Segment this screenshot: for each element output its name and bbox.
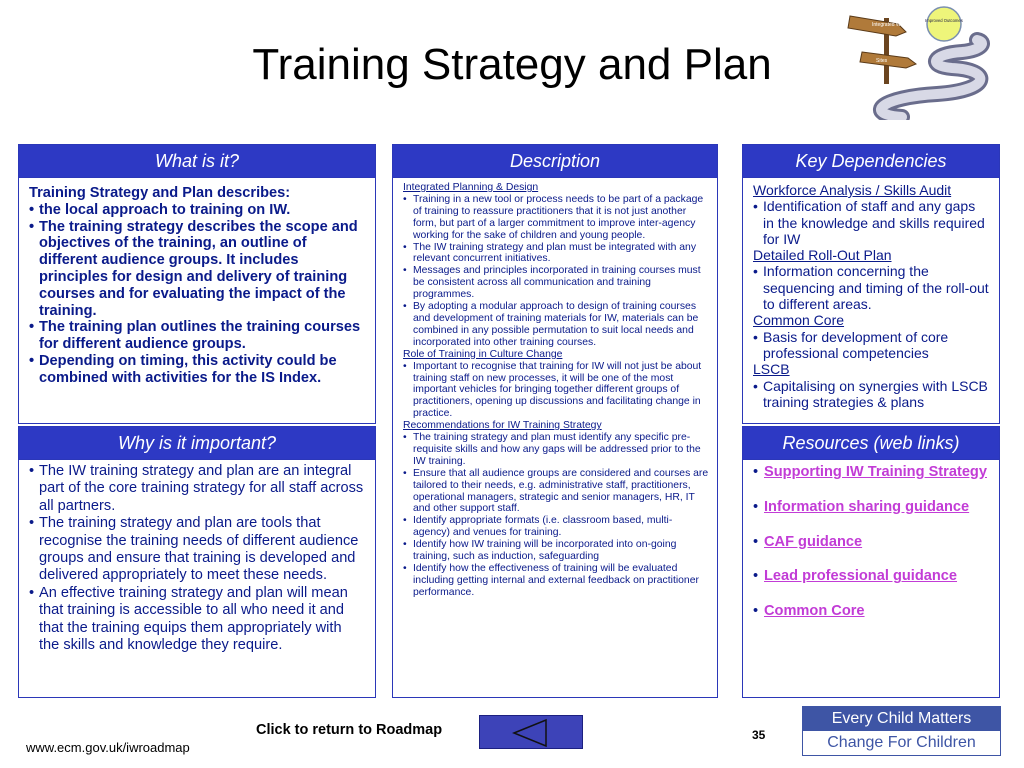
desc-section-heading: Role of Training in Culture Change bbox=[403, 348, 563, 360]
desc-bullet: • By adopting a modular approach to design of training courses and development of training materials for IW, materials can be combined in any possible permutation to suit local needs and incorporated into other training courses. bbox=[403, 301, 709, 349]
resource-link-caf-guidance[interactable]: CAF guidance bbox=[764, 533, 863, 550]
desc-bullet: • Identify how the effectiveness of training will be evaluated including getting internal and external feedback on practitioner performance. bbox=[403, 563, 709, 599]
what-is-it-panel bbox=[18, 144, 376, 424]
resource-item bbox=[753, 603, 989, 621]
why-bullet: • The training strategy and plan are tools that recognise the training needs of different audience groups and ensure that training is developed and delivered appropriately to meet these needs. bbox=[29, 515, 365, 585]
resource-link-supporting-iw-training[interactable]: Supporting IW Training Strategy bbox=[764, 464, 987, 480]
resource-link-lead-professional[interactable]: Lead professional guidance bbox=[764, 568, 958, 585]
key-heading: Common Core bbox=[753, 312, 845, 329]
roadmap-signpost-icon bbox=[842, 2, 1024, 120]
return-to-roadmap-label[interactable]: Click to return to Roadmap bbox=[256, 722, 443, 738]
desc-bullet: • Identify appropriate formats (i.e. classroom based, multi-agency) and venues for training. bbox=[403, 515, 709, 539]
desc-bullet: • Ensure that all audience groups are considered and courses are tailored to their needs, e.g. administrative staff, practitioners, operational managers, strategic and senior managers, HR, IT and other support staff. bbox=[403, 468, 709, 516]
resource-link-common-core[interactable]: Common Core bbox=[764, 603, 865, 620]
resources-panel bbox=[742, 426, 1000, 698]
key-heading: Workforce Analysis / Skills Audit bbox=[753, 182, 952, 198]
key-bullet: • Basis for development of core professional competencies bbox=[753, 329, 989, 362]
description-panel bbox=[392, 144, 718, 698]
why-bullet: • An effective training strategy and plan will mean that training is accessible to all who need it and that the training equips them appropriately with the skills and knowledge they require. bbox=[29, 585, 365, 655]
desc-bullet: • Identify how IW training will be incorporated into on-going training, such as induction, safeguarding bbox=[403, 539, 709, 563]
sign1-label: Integrated Working bbox=[872, 22, 915, 28]
resource-item bbox=[753, 568, 989, 586]
key-dependencies-panel bbox=[742, 144, 1000, 424]
what-is-it-header: What is it? bbox=[19, 145, 375, 178]
why-bullet: • The IW training strategy and plan are an integral part of the core training strategy for all staff across all partners. bbox=[29, 463, 365, 515]
desc-bullet: • Messages and principles incorporated in training courses must be consistent across all communication and training programmes. bbox=[403, 265, 709, 301]
key-heading: LSCB bbox=[753, 361, 790, 378]
every-child-matters-logo bbox=[802, 706, 1001, 756]
what-bullet: • The training plan outlines the training courses for different audience groups. bbox=[29, 319, 365, 353]
footer-url: www.ecm.gov.uk/iwroadmap bbox=[26, 740, 190, 755]
return-to-roadmap-button[interactable] bbox=[479, 715, 583, 749]
logo-bottom-text: Change For Children bbox=[803, 731, 1000, 755]
desc-bullet: • The IW training strategy and plan must be integrated with any relevant concurrent initiatives. bbox=[403, 242, 709, 266]
resources-header: Resources (web links) bbox=[743, 427, 999, 460]
resource-link-information-sharing[interactable]: Information sharing guidance bbox=[764, 498, 970, 515]
key-dependencies-header: Key Dependencies bbox=[743, 145, 999, 178]
resource-item bbox=[753, 499, 989, 517]
cloud-label: Improved Outcomes bbox=[925, 18, 963, 23]
desc-bullet: • Training in a new tool or process needs to be part of a package of training to reassure practitioners that it is not just another form, but part of a larger commitment to improve inter-agency working for the sake of children and young people. bbox=[403, 194, 709, 242]
desc-section-heading: Integrated Planning & Design bbox=[403, 182, 539, 193]
page-title: Training Strategy and Plan bbox=[252, 40, 772, 89]
why-important-header: Why is it important? bbox=[19, 427, 375, 460]
what-bullet: • the local approach to training on IW. bbox=[29, 202, 365, 219]
key-bullet: • Capitalising on synergies with LSCB training strategies & plans bbox=[753, 378, 989, 411]
key-bullet: • Information concerning the sequencing and timing of the roll-out to different areas. bbox=[753, 263, 989, 312]
key-heading: Detailed Roll-Out Plan bbox=[753, 247, 892, 264]
sign2-label: Sites bbox=[876, 58, 888, 64]
desc-bullet: • Important to recognise that training for IW will not just be about training staff on new processes, it will be one of the most important vehicles for bringing together different groups of practitioners, opening up discussions and facilitating change in practice. bbox=[403, 361, 709, 421]
key-bullet: • Identification of staff and any gaps in the knowledge and skills required for IW bbox=[753, 198, 989, 247]
logo-top-text: Every Child Matters bbox=[803, 707, 1000, 731]
resource-item bbox=[753, 464, 989, 482]
why-important-panel bbox=[18, 426, 376, 698]
back-arrow-icon bbox=[480, 716, 584, 750]
what-intro: Training Strategy and Plan describes: bbox=[29, 185, 291, 201]
desc-bullet: • The training strategy and plan must identify any specific pre-requisite skills and how any gaps will be addressed prior to the IW training. bbox=[403, 432, 709, 468]
description-header: Description bbox=[393, 145, 717, 178]
page-number: 35 bbox=[752, 728, 766, 742]
what-bullet: • Depending on timing, this activity could be combined with activities for the IS Index. bbox=[29, 353, 365, 387]
resource-item bbox=[753, 534, 989, 552]
desc-section-heading: Recommendations for IW Training Strategy bbox=[403, 420, 602, 432]
what-bullet: • The training strategy describes the scope and objectives of the training, an outline of different audience groups. It includes principles for design and delivery of training courses and for evaluating the impact of the training. bbox=[29, 219, 365, 320]
